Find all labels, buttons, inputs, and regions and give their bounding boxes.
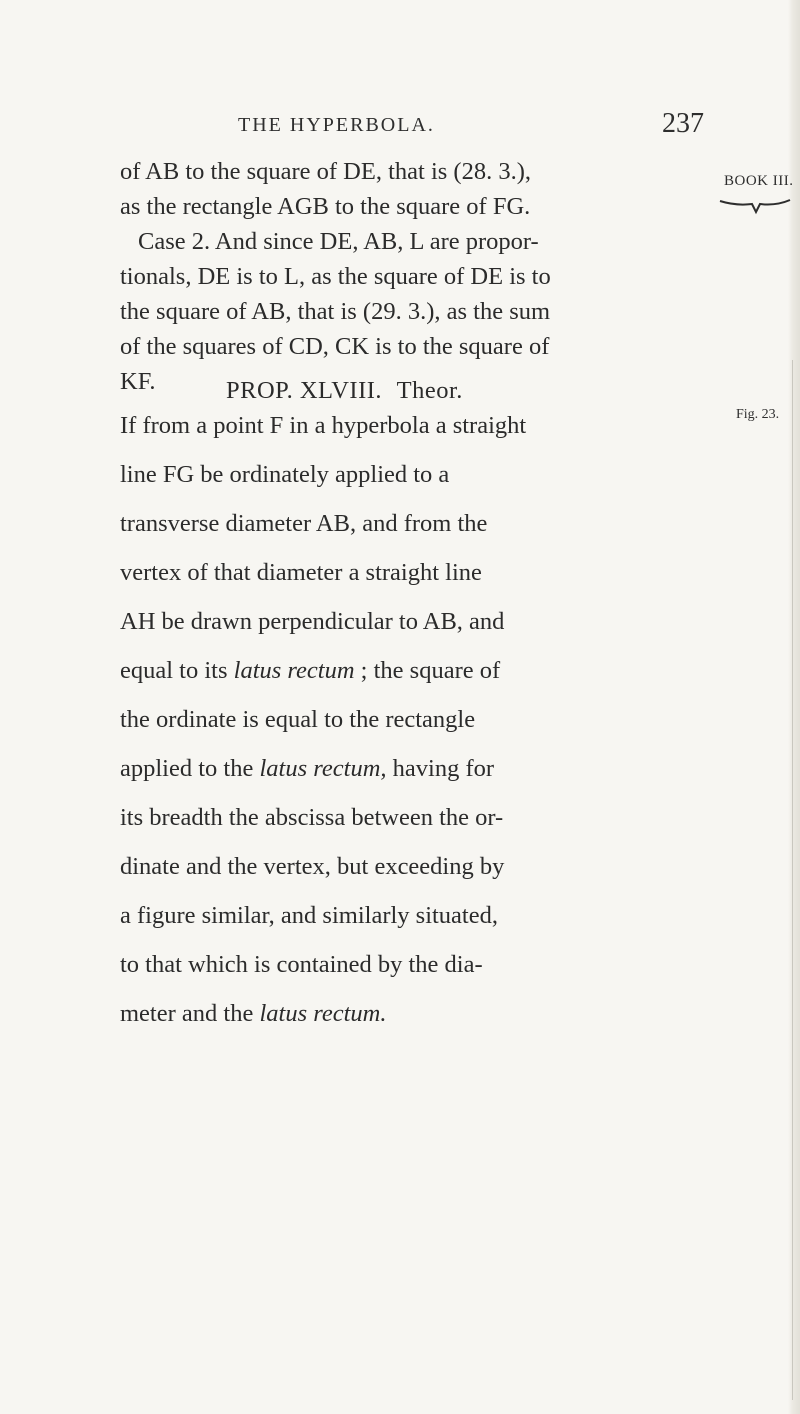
margin-figure-note: Fig. 23. — [736, 407, 780, 422]
page-edge-line — [792, 360, 793, 1400]
italic-term: latus rectum, — [259, 755, 387, 782]
text-line: Case 2. And since DE, AB, L are propor- — [138, 228, 539, 255]
text-line: tionals, DE is to L, as the square of DE is to — [120, 263, 551, 290]
text-line: AH be drawn perpendicular to AB, and — [120, 608, 505, 635]
page-number: 237 — [662, 108, 704, 139]
text-run: applied to the — [120, 755, 260, 782]
text-line: If from a point F in a hyperbola a straight — [120, 412, 527, 439]
text-line — [120, 657, 500, 685]
text-line: of AB to the square of DE, that is (28. 3.), — [120, 158, 531, 185]
text-run: having for — [386, 755, 495, 782]
margin-book-note: BOOK III. — [724, 173, 794, 189]
text-line: its breadth the abscissa between the or- — [120, 804, 504, 831]
running-head-title: THE HYPERBOLA. — [238, 114, 435, 136]
text-line: transverse diameter AB, and from the — [120, 510, 488, 537]
proposition-heading — [226, 377, 463, 405]
margin-bracket-icon — [716, 198, 792, 216]
italic-term: latus rectum. — [259, 1000, 387, 1027]
text-line: a figure similar, and similarly situated, — [120, 902, 498, 929]
running-head — [0, 108, 800, 154]
proposition-type: Theor. — [396, 377, 463, 404]
text-line — [120, 1000, 386, 1028]
text-line: vertex of that diameter a straight line — [120, 559, 482, 586]
text-line: the square of AB, that is (29. 3.), as the sum — [120, 298, 551, 325]
text-line: to that which is contained by the dia- — [120, 951, 483, 978]
text-line: the ordinate is equal to the rectangle — [120, 706, 476, 733]
text-line — [120, 755, 494, 783]
text-line: of the squares of CD, CK is to the square of — [120, 333, 550, 360]
proposition-label: PROP. XLVIII. — [226, 377, 383, 404]
text-line: KF. — [120, 368, 156, 395]
text-line: as the rectangle AGB to the square of FG. — [120, 193, 531, 220]
text-run: ; the square of — [354, 657, 501, 684]
italic-term: latus rectum — [233, 657, 355, 684]
text-run: equal to its — [120, 657, 234, 684]
text-run: meter and the — [120, 1000, 260, 1027]
text-line: dinate and the vertex, but exceeding by — [120, 853, 505, 880]
text-line: line FG be ordinately applied to a — [120, 461, 450, 488]
